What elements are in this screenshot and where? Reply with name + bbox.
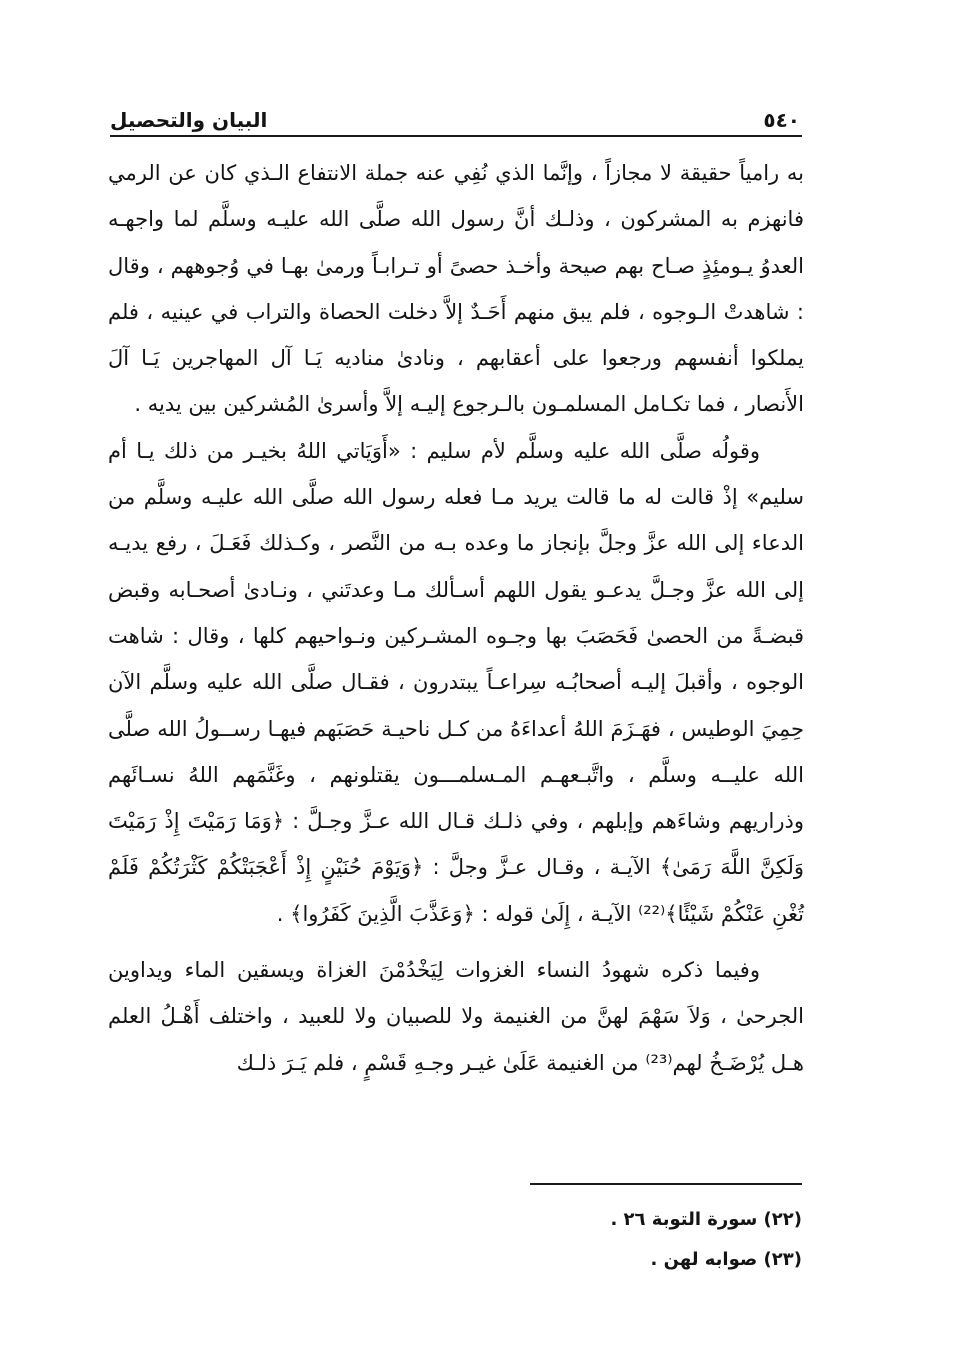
footnote-23: (٢٣) صوابه لهن . xyxy=(650,1249,802,1270)
paragraph-3: وفيما ذكره شهودُ النساء الغزوات لِيَخْدُمْنَ الغزاة ويسقين الماء ويداوين الجرحىٰ ، وَلاَ سَهْمَ لهنَّ من الغنيمة ولا للصبيان ولا للعبيد ، واختلف أَهْـلُ العلم هـل يُرْضَـخُ لهم⁽²³⁾ من الغنيمة عَلَىٰ غيـر وجـهِ قَسْمٍ ، فلم يَـرَ ذلـك xyxy=(108,958,804,1075)
paragraph-1: به رامياً حقيقة لا مجازاً ، وإنَّما الذي نُفِي عنه جملة الانتفاع الـذي كان عن الرمي فانهزم به المشركون ، وذلـك أنَّ رسول الله صلَّى الله عليـه وسلَّم لما واجهـه العدوُ يـومئِذٍ صـاح بهم صيحة وأخـذ حصىً أو تـرابـاً ورمىٰ بهـا في وُجوههم ، وقال : شاهدتْ الـوجوه ، فلم يبق منهم أَحَـدٌ إلاَّ دخلت الحصاة والتراب في عينيه ، فلم يملكوا أنفسهم ورجعوا على أعقابهم ، ونادىٰ مناديه يَـا آل المهاجرين يَـا آلَ الأَنصار ، فما تكـامل المسلمـون بالـرجوع إليـه إلاَّ وأسرىٰ المُشركين بين يديه . xyxy=(108,161,804,417)
header-rule xyxy=(110,135,802,137)
page-number: ٥٤٠ xyxy=(763,108,800,132)
footnote-22: (٢٢) سورة التوبة ٢٦ . xyxy=(610,1209,802,1230)
footnotes xyxy=(400,1200,802,1280)
running-title: البيان والتحصيل xyxy=(110,108,268,132)
paragraph-2: وقولُه صلَّى الله عليه وسلَّم لأم سليم : «أَوَيَاتي اللهُ بخيـر من ذلك يـا أم سليم» إذْ قالت له ما قالت يريد مـا فعله رسول الله صلَّى الله عليـه وسلَّم من الدعاء إلى الله عزَّ وجلَّ بإنجاز ما وعده بـه من النَّصر ، وكـذلك فَعَـلَ ، رفع يديـه إلى الله عزَّ وجـلَّ يدعـو يقول اللهم أسـألك مـا وعدتَني ، ونـادىٰ أصحـابه وقبض قبضـةً من الحصىٰ فَحَصَبَ بها وجـوه المشـركين ونـواحيهم كلها ، وقال : شاهت الوجوه ، وأقبلَ إليـه أصحابُـه سِراعـاً يبتدرون ، فقـال صلَّى الله عليه وسلَّم الآن حِمِيَ الوطيس ، فهَـزَمَ اللهُ أعداءَهُ من كـل ناحيـة حَصَبَهم فيهـا رســولُ الله صلَّى الله عليــه وسلَّم ، واتَّبـعهـم المـسلمـــون يقتلونهم ، وغَنَّمَهم اللهُ نسـائَهم وذراريهم وشاءَهم وإبلهم ، وفي ذلـك قـال الله عـزَّ وجـلَّ : ﴿وَمَا رَمَيْتَ إِذْ رَمَيْتَ وَلَكِنَّ اللَّهَ رَمَىٰ﴾ الآيـة ، وقـال عـزَّ وجلَّ : ﴿وَيَوْمَ حُنَيْنٍ إِذْ أَعْجَبَتْكُمْ كَثْرَتُكُمْ فَلَمْ تُغْنِ عَنْكُمْ شَيْئًا﴾⁽²²⁾ الآيـة ، إِلَىٰ قوله : ﴿وَعَذَّبَ الَّذِينَ كَفَرُوا﴾ . xyxy=(108,438,804,926)
footnote-rule xyxy=(530,1183,802,1185)
page-header xyxy=(110,92,800,132)
body-text xyxy=(108,150,804,1086)
